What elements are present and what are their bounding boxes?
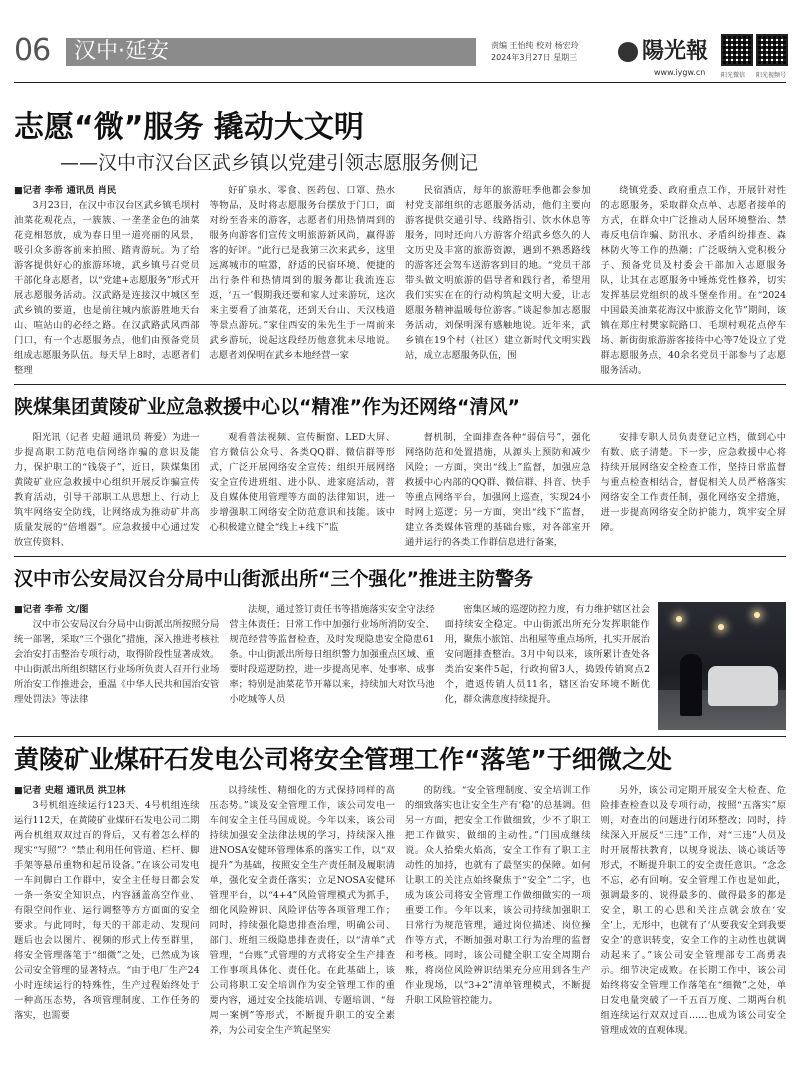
divider [14,82,786,83]
article2-col3: 督机制，全面排查各种“弱信号”，强化网络防范和处置措施，从源头上预防和减少风险；一方面，突出“线上”监督，加强应急救援中心内部的QQ群、微信群、抖音、快手等重点网络平台，加强网上巡查，实现24小时网上巡逻；另一方面，突出“线下”监督，建立各类媒体管理的基础台账，对各部室开通并运行的各类工作群信息进行备案， [405,432,591,548]
article1-col2: 好矿泉水、零食、医药包、口罩、热水等物品，及时将志愿服务台摆放于门口，面对纷至沓来的游客，志愿者们用热情周到的服务向游客们宣传文明旅游新风尚，赢得游客的好评。“此行已是我第三次来武乡，这里远离城市的喧嚣，舒适的民宿环境、便捷的出行条件和热情周到的服务都让我流连忘返，‘五一’假期我还要和家人过来游玩，这次来主要看了油菜花，还到天台山、天汉栈道等景点游玩。”家住西安的朱先生于一周前来武乡游玩，说起这段经历他意犹未尽地说。志愿者刘保明在武乡本地经营一家 [209,185,395,361]
article1-subheadline: ——汉中市汉台区武乡镇以党建引领志愿服务侧记 [60,152,479,174]
police-officer [680,654,702,716]
article1-col4: 绕镇党委、政府重点工作，开展针对性的志愿服务，采取群众点单、志愿者接单的方式，在群众中广泛推动人居环境整治、禁毒反电信诈骗、防汛水、矛盾纠纷排查、森林防火等工作的热潮；广泛吸纳入党积极分子、预备党员及村委会干部加入志愿服务队，让其在志愿服务中锤炼党性修养，切实发挥基层党组织的战斗堡垒作用。在“2024中国最美油菜花海汉中旅游文化节”期间，该镇在郑庄村樊家院路口、毛坝村观花点停车场、新街街旅游游客接待中心等7处设立了党群志愿服务点，40余名党员干部参与了志愿服务活动。 [600,185,786,376]
page-number: 06 [14,33,51,68]
article4-col2: 以持续性、精细化的方式保持同样的高压态势。”谈及安全管理工作，该公司发电一车间安全主任马国成说。今年以来，该公司持续加强安全法律法规的学习，持续深入推进NOSA安健环管理体系的落实工作，以“双提升”为基础，按照安全生产责任制及履职清单，强化安全责任落实；立足NOSA安健环管理平台，以“4+4”风险管理模式为抓手，细化风险辨识、风险评估等各项管理工作；同时，持续强化隐患排查治理，明确公司、部门、班组三级隐患排查责任，以“清单”式管理，“台账”式管理的方式将安全生产排查工作事项具体化、责任化。在此基础上，该公司将职工安全培训作为安全管理工作的重要内容，通过安全技能培训、专题培训、“每周一案例”等形式，不断提升职工的安全素养，为公司安全生产筑起坚实 [209,785,395,1036]
newspaper-logo [618,36,708,66]
article1-headline: 志愿“微”服务 撬动大文明 [14,110,364,145]
article4-byline: ■记者 史超 通讯员 洪卫林 [14,785,126,796]
editor-line: 责编 王怡纯 校对 杨宏玲 [491,41,579,50]
article4-col3: 的防线。“安全管理制度、安全培训工作的细致落实也让安全生产有‘稳’的总基调。但另一方面，把安全工作做细致，少不了职工把工作做实、做细的主动性。”门国成继续说。众人拾柴火焰高，安全工作有了职工主动性的加持，也就有了最坚实的保障。如何让职工的关注点始终聚焦于“安全”二字，也成为该公司将安全管理工作做细做实的一项重要工作。今年以来，该公司持续加强职工日常行为规范管理，通过岗位描述、岗位操作等方式，不断加强对职工行为治理的监督和考核。同时，该公司健全职工安全周期台账，将岗位风险辨识结果充分应用到各生产作业现场，以“3+2”清单管理模式，不断提升职工风险管控能力。 [405,785,591,1006]
article2-col2: 观看普法视频、宣传橱窗、LED大屏、官方微信公众号、各类QQ群、微信群等形式，广泛开展网络安全宣传；组织开展网络安全宣传进班组、进小队、进家庭活动，普及自媒体使用管理等方面的法律知识，进一步增强职工网络安全防范意识和技能。该中心积极建立健全“线上+线下”监 [209,432,395,533]
date-line: 2024年3月27日 星期三 [491,53,578,62]
sun-logo-icon [618,42,638,62]
street-light [676,616,682,622]
qr-code-icon [756,34,788,66]
article1-col3: 民宿酒店，每年的旅游旺季他都会参加村党支部组织的志愿服务活动，他们主要向游客提供交通引导、线路指引、饮水休息等服务，同时还向八方游客介绍武乡悠久的人文历史及丰富的旅游资源，遇到不熟悉路线的游客还会驾车送游客到目的地。“党员干部带头做文明旅游的倡导者和践行者，希望用我们实实在在的行动构筑起文明大爱，让志愿服务精神温暖每位游客。”谈起参加志愿服务活动，刘保明深有感触地说。近年来，武乡镇在19个村（社区）建立新时代文明实践站，成立志愿服务队伍，围 [405,185,591,361]
article3-col2: 法规，通过签订责任书等措施落实安全守法经营主体责任；日常工作中加强行业场所消防安全、规范经营等监督检查，及时发现隐患安全隐患61条。中山街派出所每日组织警力加强重点区域、重要时段巡逻防控，进一步提高见率、处事率、成事率；特别是油菜花节开幕以来，持续加大对饮马池小吃城等人员 [229,604,435,705]
street-light [718,624,724,630]
qr-code-icon [721,34,753,66]
article4-headline: 黄陵矿业煤矸石发电公司将安全管理工作“落笔”于细微之处 [14,745,672,774]
article4-col1: ■记者 史超 通讯员 洪卫林 3号机组连续运行123天、4号机组连续运行112天，在黄陵矿业煤矸石发电公司二期两台机组双双过百的背后，又有着怎么样的现实“写照”？“禁止利用任何管道、栏杆、脚手架等悬吊重物和起吊设备。”在该公司发电一车间脚白工作群中，安全主任每日都会发一条一条安全知识点，内容涵盖高空作业、有限空间作业、运行调整等方方面面的安全要求。与此同时，每天的干部走动、发现问题后也会以图片、视频的形式上传至群里，将安全管理落笔于“细微”之处，已然成为该公司安全管理的显著特点。“由于电厂生产24小时连续运行的特殊性，生产过程始终处于一种高压态势，各项管理制度、工作任务的落实，也需要 [14,785,200,1021]
section-name: 汉中·延安 [74,39,169,64]
editor-info [491,40,579,64]
car [708,666,778,706]
article2-headline: 陕煤集团黄陵矿业应急救援中心以“精准”作为还网络“清风” [14,396,520,418]
article1-byline: ■记者 李希 通讯员 肖民 [14,185,117,196]
article2-col1: 阳光讯（记者 史超 通讯员 蒋爱）为进一步提高职工防范电信网络诈骗的意识及能力，保护职工的“钱袋子”，近日，陕煤集团黄陵矿业应急救援中心组织开展反诈骗宣传教育活动，引导干部职工从思想上、行动上筑牢网络安全防线，让网络成为推动矿井高质量发展的“倍增器”。应急救援中心通过发放宣传资料、 [14,432,200,548]
article4-col4: 另外，该公司定期开展安全大检查、危险排查检查以及专项行动，按照“五落实”原则，对查出的问题进行闭环整改；同时，持续深入开展反“三违”工作，对“三违”人员及时开展帮扶教育，以规身说法、谈心谈话等形式，不断提升职工的安全责任意识。“念念不忘，必有回响。安全管理工作也是如此，强调最多的、说得最多的、做得最多的都是安全，职工的心思和关注点就会放在‘安全’上，无形中，也就有了‘从要我安全到我要安全’的意识转变，安全工作的主动性也就调动起来了。”该公司安全管理部专工高勇表示。细节决定成败。在长期工作中，该公司始终将安全管理工作落笔在“细微”之处，单日发电量突破了一千五百万度、二期两台机组连续运行双双过百……也成为该公司安全管理成效的直观体现。 [600,785,786,1036]
article1-col1: ■记者 李希 通讯员 肖民 3月23日，在汉中市汉台区武乡镇毛坝村油菜花观花点，一簇簇、一垄垄金色的油菜花竞相怒放，成为春日里一道亮丽的风景，吸引众多游客前来拍照、踏青游玩。为了给游客提供好心的旅游环境，武乡镇号召党员干部化身志愿者，以“党建+志愿服务”形式开展志愿服务活动。汉武路是连接汉中城区至武乡镇的要道，也是前往城内旅游胜地天台山、喧站山的必经之路。在汉武路武风西部门口，有一个志愿服务点，他们由预备党员组成志愿服务队伍。每天早上8时，志愿者们整理 [14,185,200,376]
article1-body [14,183,786,379]
logo-text: 陽光報 [642,38,709,64]
divider [14,556,786,557]
divider [14,736,786,737]
qr2-label: 阳光视频号 [756,72,787,79]
website: www.iygw.cn [654,68,706,77]
article4-body [14,783,786,1083]
article3-col3: 密集区域的巡逻防控力度，有力维护辖区社会面持续安全稳定。中山街派出所充分发挥职能作用，聚焦小旅馆、出租屋等重点场所，扎实开展治安问题排查整治。3月中旬以来，该所累计查处各类治安案件5起，行政拘留3人，捣毁传销窝点2个，遣返传销人员11名，辖区治安环境不断优化，群众满意度持续提升。 [444,604,650,705]
qr1-label: 阳光微信 [721,72,746,79]
article2-body [14,430,786,550]
article3-headline: 汉中市公安局汉台分局中山街派出所“三个强化”推进主防警务 [14,568,533,590]
masthead [14,33,787,79]
article2-col4: 安排专职人员负责登记立档，做到心中有数、底子清楚。下一步，应急救援中心将持续开展网络安全检查工作，坚持日常监督与重点检查相结合，督促相关人员严格落实网络安全工作责任制，强化网络安全措施，进一步提高网络安全防护能力，筑牢安全屏障。 [600,432,786,533]
divider [14,384,786,385]
article3-byline: ■记者 李希 文/图 [14,604,89,615]
article3-col1: ■记者 李希 文/图 汉中市公安局汉台分局中山街派出所按照分局统一部署，采取“三个强化”措施，深入推进考核社会治安打击整治专项行动，取得阶段性显著成效。中山街派出所组织辖区行业场所负责人召开行业场所治安工作推进会，重温《中华人民共和国治安管理处罚法》等法律 [14,604,220,705]
street-light [754,612,760,618]
news-photo [658,602,786,730]
article3-body [14,602,650,730]
